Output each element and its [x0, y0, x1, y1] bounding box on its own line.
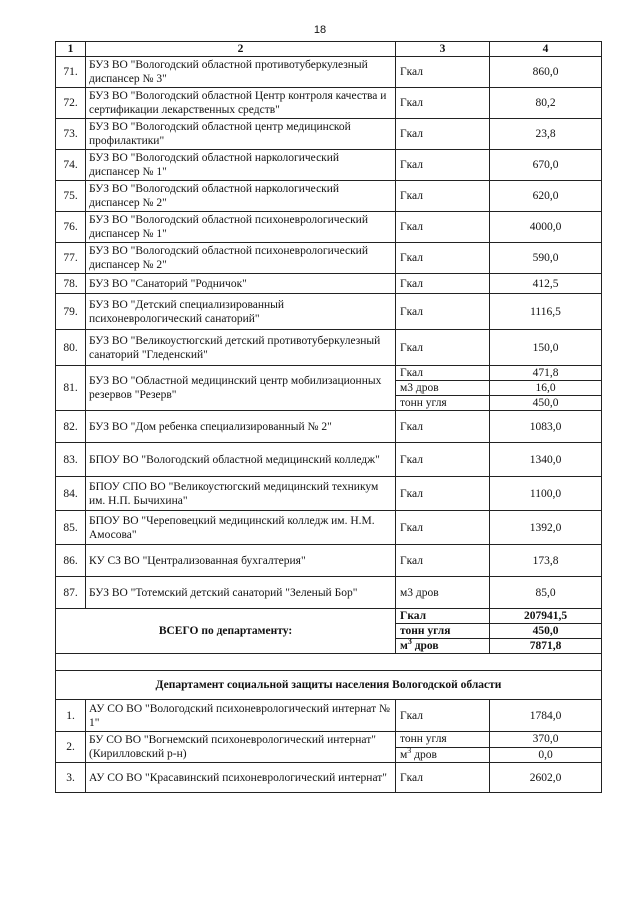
total-quantity: 450,0 [490, 624, 602, 639]
total-label: ВСЕГО по департаменту: [56, 609, 396, 654]
quantity-cell: 150,0 [490, 330, 602, 366]
unit-cell: Гкал [396, 700, 490, 732]
total-unit: Гкал [396, 609, 490, 624]
organization-name: КУ СЗ ВО "Централизованная бухгалтерия" [86, 545, 396, 577]
quantity-cell: 670,0 [490, 150, 602, 181]
organization-name: БУЗ ВО "Вологодский областной противотуберкулезный диспансер № 3" [86, 57, 396, 88]
row-number: 81. [56, 366, 86, 411]
unit-superscript: 3 [407, 745, 412, 755]
unit-text: м [400, 640, 408, 652]
consumption-table [55, 41, 602, 793]
table-row [56, 545, 602, 577]
row-number: 85. [56, 511, 86, 545]
unit-cell: Гкал [396, 330, 490, 366]
quantity-cell: 0,0 [490, 747, 602, 763]
row-number: 3. [56, 763, 86, 793]
organization-name: БУЗ ВО "Вологодский областной центр медицинской профилактики" [86, 119, 396, 150]
unit-cell: Гкал [396, 545, 490, 577]
table-row [56, 212, 602, 243]
row-number: 71. [56, 57, 86, 88]
unit-cell: Гкал [396, 366, 490, 381]
quantity-cell: 1392,0 [490, 511, 602, 545]
header-row [56, 42, 602, 57]
organization-name: БУЗ ВО "Вологодский областной наркологический диспансер № 2" [86, 181, 396, 212]
table-row [56, 366, 602, 381]
quantity-cell: 173,8 [490, 545, 602, 577]
column-header: 1 [56, 42, 86, 57]
quantity-cell: 80,2 [490, 88, 602, 119]
quantity-cell: 1116,5 [490, 294, 602, 330]
organization-name: БУЗ ВО "Детский специализированный психоневрологический санаторий" [86, 294, 396, 330]
quantity-cell: 620,0 [490, 181, 602, 212]
unit-cell: тонн угля [396, 396, 490, 411]
total-quantity: 7871,8 [490, 639, 602, 654]
table-row [56, 732, 602, 748]
row-number: 87. [56, 577, 86, 609]
unit-cell: Гкал [396, 181, 490, 212]
table-row [56, 150, 602, 181]
unit-cell: Гкал [396, 443, 490, 477]
quantity-cell: 2602,0 [490, 763, 602, 793]
unit-cell: Гкал [396, 511, 490, 545]
unit-cell: Гкал [396, 477, 490, 511]
organization-name: БУЗ ВО "Тотемский детский санаторий "Зеленый Бор" [86, 577, 396, 609]
unit-cell: Гкал [396, 57, 490, 88]
unit-cell: м3 дров [396, 577, 490, 609]
row-number: 74. [56, 150, 86, 181]
quantity-cell: 1340,0 [490, 443, 602, 477]
quantity-cell: 16,0 [490, 381, 602, 396]
organization-name: АУ СО ВО "Вологодский психоневрологический интернат № 1" [86, 700, 396, 732]
column-header: 2 [86, 42, 396, 57]
organization-name: БУЗ ВО "Вологодский областной наркологический диспансер № 1" [86, 150, 396, 181]
organization-name: БУЗ ВО "Вологодский областной психоневрологический диспансер № 1" [86, 212, 396, 243]
organization-name: БУЗ ВО "Вологодский областной Центр контроля качества и сертификации лекарственных средств" [86, 88, 396, 119]
unit-cell: тонн угля [396, 732, 490, 748]
page-number: 18 [313, 24, 327, 36]
column-header: 3 [396, 42, 490, 57]
unit-cell: Гкал [396, 88, 490, 119]
department-row [56, 671, 602, 700]
row-number: 2. [56, 732, 86, 763]
quantity-cell: 590,0 [490, 243, 602, 274]
table-row [56, 411, 602, 443]
organization-name: БУЗ ВО "Санаторий "Родничок" [86, 274, 396, 294]
organization-name: БУ СО ВО "Вогнемский психоневрологический интернат" (Кирилловский р-н) [86, 732, 396, 763]
column-header: 4 [490, 42, 602, 57]
row-number: 79. [56, 294, 86, 330]
table-row [56, 243, 602, 274]
quantity-cell: 471,8 [490, 366, 602, 381]
unit-cell: Гкал [396, 763, 490, 793]
unit-cell: Гкал [396, 150, 490, 181]
unit-text: дров [411, 640, 439, 652]
unit-superscript: 3 [407, 637, 412, 647]
table-row [56, 181, 602, 212]
unit-text: м [400, 748, 408, 761]
table-row [56, 477, 602, 511]
table-row [56, 443, 602, 477]
table-row [56, 577, 602, 609]
row-number: 77. [56, 243, 86, 274]
row-number: 82. [56, 411, 86, 443]
unit-cell: м3 дров [396, 381, 490, 396]
table-row [56, 763, 602, 793]
row-number: 1. [56, 700, 86, 732]
quantity-cell: 4000,0 [490, 212, 602, 243]
total-unit: тонн угля [396, 624, 490, 639]
row-number: 80. [56, 330, 86, 366]
row-number: 78. [56, 274, 86, 294]
organization-name: БУЗ ВО "Дом ребенка специализированный № 2" [86, 411, 396, 443]
quantity-cell: 1784,0 [490, 700, 602, 732]
unit-text: дров [411, 748, 437, 761]
total-unit [396, 639, 490, 654]
quantity-cell: 450,0 [490, 396, 602, 411]
unit-cell [396, 747, 490, 763]
quantity-cell: 370,0 [490, 732, 602, 748]
table-row [56, 294, 602, 330]
quantity-cell: 412,5 [490, 274, 602, 294]
table-row [56, 511, 602, 545]
unit-cell: Гкал [396, 119, 490, 150]
row-number: 76. [56, 212, 86, 243]
table-row [56, 330, 602, 366]
unit-cell: Гкал [396, 411, 490, 443]
organization-name: БУЗ ВО "Областной медицинский центр мобилизационных резервов "Резерв" [86, 366, 396, 411]
table-row [56, 119, 602, 150]
quantity-cell: 1083,0 [490, 411, 602, 443]
spacer-row [56, 654, 602, 671]
row-number: 86. [56, 545, 86, 577]
row-number: 75. [56, 181, 86, 212]
organization-name: БУЗ ВО "Великоустюгский детский противотуберкулезный санаторий "Гледенский" [86, 330, 396, 366]
table-row [56, 88, 602, 119]
unit-cell: Гкал [396, 243, 490, 274]
quantity-cell: 85,0 [490, 577, 602, 609]
row-number: 72. [56, 88, 86, 119]
organization-name: БПОУ ВО "Череповецкий медицинский колледж им. Н.М. Амосова" [86, 511, 396, 545]
total-row [56, 609, 602, 624]
organization-name: АУ СО ВО "Красавинский психоневрологический интернат" [86, 763, 396, 793]
department-title: Департамент социальной защиты населения Вологодской области [56, 671, 602, 700]
unit-cell: Гкал [396, 212, 490, 243]
organization-name: БПОУ ВО "Вологодский областной медицинский колледж" [86, 443, 396, 477]
quantity-cell: 860,0 [490, 57, 602, 88]
quantity-cell: 1100,0 [490, 477, 602, 511]
quantity-cell: 23,8 [490, 119, 602, 150]
unit-cell: Гкал [396, 294, 490, 330]
organization-name: БУЗ ВО "Вологодский областной психоневрологический диспансер № 2" [86, 243, 396, 274]
row-number: 83. [56, 443, 86, 477]
row-number: 73. [56, 119, 86, 150]
table-row [56, 274, 602, 294]
row-number: 84. [56, 477, 86, 511]
table-row [56, 57, 602, 88]
spacer-cell [56, 654, 602, 671]
table-row [56, 700, 602, 732]
total-quantity: 207941,5 [490, 609, 602, 624]
organization-name: БПОУ СПО ВО "Великоустюгский медицинский техникум им. Н.П. Бычихина" [86, 477, 396, 511]
unit-cell: Гкал [396, 274, 490, 294]
